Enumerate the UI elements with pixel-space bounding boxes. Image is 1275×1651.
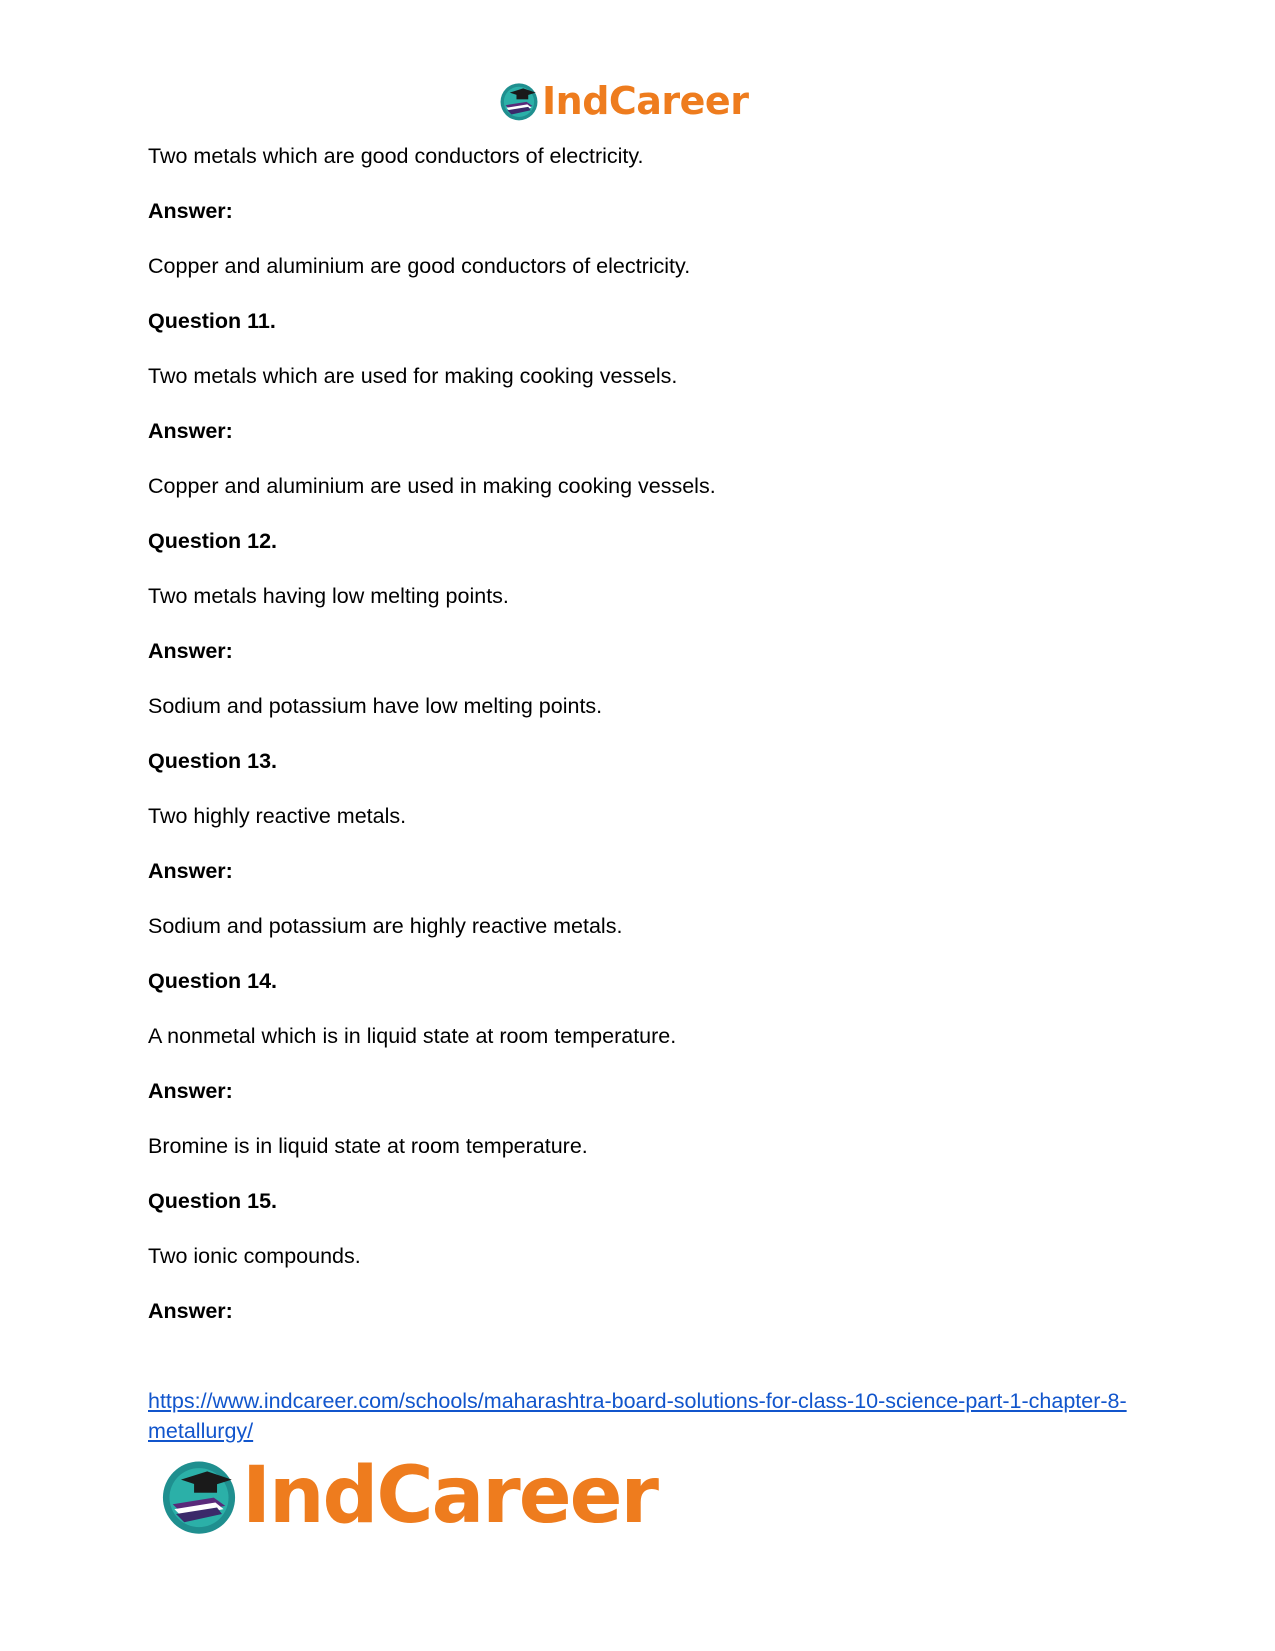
heading-line: Answer:	[148, 199, 233, 223]
heading-line: Answer:	[148, 419, 233, 443]
heading-line: Answer:	[148, 1299, 233, 1323]
text-line: Sodium and potassium have low melting points.	[148, 694, 603, 718]
heading-line: Question 14.	[148, 969, 278, 993]
logo-wordmark: IndCareer	[242, 1451, 657, 1541]
document-body	[148, 143, 1128, 1353]
heading-line: Question 15.	[148, 1189, 278, 1213]
heading-line: Answer:	[148, 639, 233, 663]
text-line: Sodium and potassium are highly reactive metals.	[148, 914, 623, 938]
logo-wordmark: IndCareer	[542, 79, 749, 123]
text-line: Copper and aluminium are good conductors of electricity.	[148, 254, 691, 278]
text-line: Two metals which are used for making cooking vessels.	[148, 364, 678, 388]
text-line: Two metals having low melting points.	[148, 584, 509, 608]
text-line: Bromine is in liquid state at room temperature.	[148, 1134, 588, 1158]
text-line: Two highly reactive metals.	[148, 804, 407, 828]
heading-line: Question 12.	[148, 529, 278, 553]
text-line: Two metals which are good conductors of electricity.	[148, 144, 644, 168]
heading-line: Question 11.	[148, 309, 276, 333]
graduation-cap-book-globe-icon	[498, 80, 540, 122]
footer-logo	[158, 1451, 657, 1541]
text-line: Copper and aluminium are used in making cooking vessels.	[148, 474, 716, 498]
text-line: Two ionic compounds.	[148, 1244, 361, 1268]
graduation-cap-book-globe-icon	[158, 1455, 240, 1537]
heading-line: Question 13.	[148, 749, 278, 773]
source-url-link[interactable]: https://www.indcareer.com/schools/maharashtra-board-solutions-for-class-10-science-part-1-chapter-8-metallurgy/	[148, 1389, 1127, 1443]
text-line: A nonmetal which is in liquid state at room temperature.	[148, 1024, 677, 1048]
heading-line: Answer:	[148, 1079, 233, 1103]
header-logo	[498, 80, 748, 122]
heading-line: Answer:	[148, 859, 233, 883]
